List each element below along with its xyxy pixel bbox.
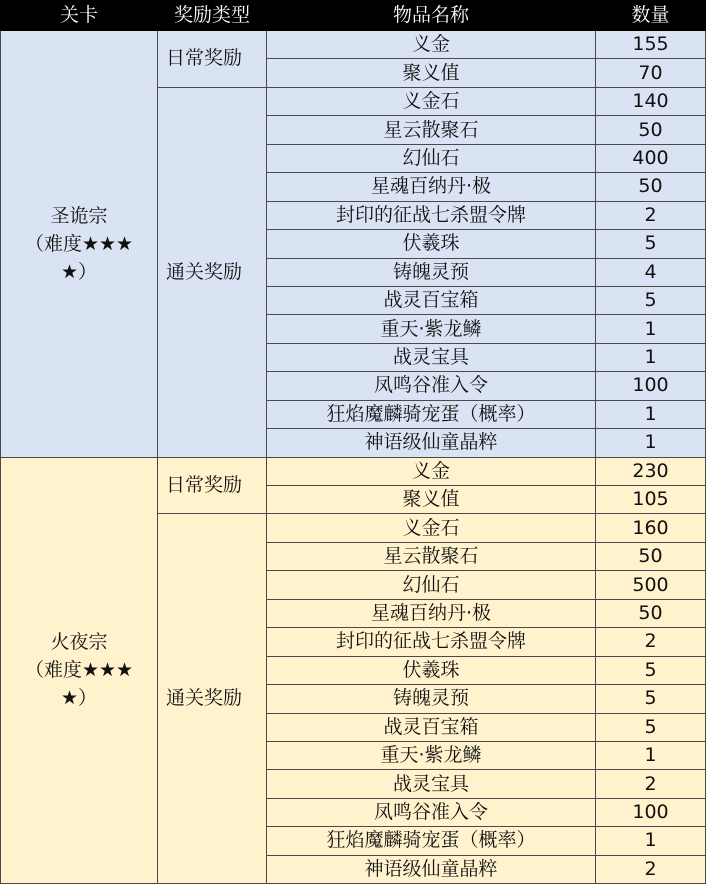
quantity-cell: 1 [596,343,706,371]
quantity-cell: 2 [596,770,706,798]
quantity-cell: 105 [596,486,706,514]
table-row [1,457,706,485]
header-reward-type: 奖励类型 [158,1,267,31]
item-name-cell: 星魂百纳丹·极 [267,599,596,627]
quantity-cell: 5 [596,230,706,258]
quantity-cell: 50 [596,542,706,570]
item-name-cell: 战灵宝具 [267,770,596,798]
quantity-cell: 50 [596,173,706,201]
item-name-cell: 幻仙石 [267,571,596,599]
quantity-cell: 4 [596,258,706,286]
stage-name: 火夜宗 [50,631,108,654]
quantity-cell: 50 [596,599,706,627]
stage-name: 圣诡宗 [50,204,108,227]
item-name-cell: 星云散聚石 [267,542,596,570]
quantity-cell: 50 [596,116,706,144]
header-item-name: 物品名称 [267,1,596,31]
quantity-cell: 230 [596,457,706,485]
quantity-cell: 5 [596,656,706,684]
item-name-cell: 星魂百纳丹·极 [267,173,596,201]
table-row [1,31,706,59]
item-name-cell: 狂焰魔麟骑宠蛋（概率） [267,827,596,855]
item-name-cell: 聚义值 [267,486,596,514]
header-stage: 关卡 [1,1,158,31]
item-name-cell: 铸魄灵预 [267,258,596,286]
stage-difficulty: （难度★★★ [24,232,134,255]
quantity-cell: 2 [596,201,706,229]
stage-difficulty: ★） [60,260,98,283]
item-name-cell: 义金 [267,31,596,59]
stage-difficulty: （难度★★★ [24,659,134,682]
stage-difficulty: ★） [60,687,98,710]
quantity-cell: 140 [596,87,706,115]
quantity-cell: 1 [596,400,706,428]
quantity-cell: 5 [596,685,706,713]
quantity-cell: 1 [596,827,706,855]
quantity-cell: 500 [596,571,706,599]
item-name-cell: 封印的征战七杀盟令牌 [267,201,596,229]
item-name-cell: 重天·紫龙鳞 [267,315,596,343]
quantity-cell: 100 [596,798,706,826]
stage-cell [1,31,158,458]
item-name-cell: 义金石 [267,87,596,115]
quantity-cell: 70 [596,59,706,87]
quantity-cell: 2 [596,855,706,883]
item-name-cell: 伏羲珠 [267,230,596,258]
reward-type-cell: 通关奖励 [158,514,267,884]
item-name-cell: 幻仙石 [267,144,596,172]
reward-type-cell: 通关奖励 [158,87,267,457]
item-name-cell: 星云散聚石 [267,116,596,144]
header-row [1,1,706,31]
header-quantity: 数量 [596,1,706,31]
quantity-cell: 400 [596,144,706,172]
quantity-cell: 5 [596,713,706,741]
reward-type-cell: 日常奖励 [158,457,267,514]
item-name-cell: 聚义值 [267,59,596,87]
item-name-cell: 战灵百宝箱 [267,713,596,741]
quantity-cell: 1 [596,741,706,769]
item-name-cell: 神语级仙童晶粹 [267,855,596,883]
item-name-cell: 义金石 [267,514,596,542]
item-name-cell: 封印的征战七杀盟令牌 [267,628,596,656]
quantity-cell: 100 [596,372,706,400]
quantity-cell: 160 [596,514,706,542]
item-name-cell: 凤鸣谷准入令 [267,798,596,826]
item-name-cell: 狂焰魔麟骑宠蛋（概率） [267,400,596,428]
item-name-cell: 神语级仙童晶粹 [267,429,596,457]
item-name-cell: 伏羲珠 [267,656,596,684]
quantity-cell: 1 [596,315,706,343]
quantity-cell: 2 [596,628,706,656]
quantity-cell: 155 [596,31,706,59]
quantity-cell: 1 [596,429,706,457]
stage-cell [1,457,158,884]
quantity-cell: 5 [596,286,706,314]
item-name-cell: 义金 [267,457,596,485]
table-body [1,31,706,884]
item-name-cell: 战灵百宝箱 [267,286,596,314]
item-name-cell: 凤鸣谷准入令 [267,372,596,400]
item-name-cell: 战灵宝具 [267,343,596,371]
reward-type-cell: 日常奖励 [158,31,267,88]
item-name-cell: 铸魄灵预 [267,685,596,713]
item-name-cell: 重天·紫龙鳞 [267,741,596,769]
